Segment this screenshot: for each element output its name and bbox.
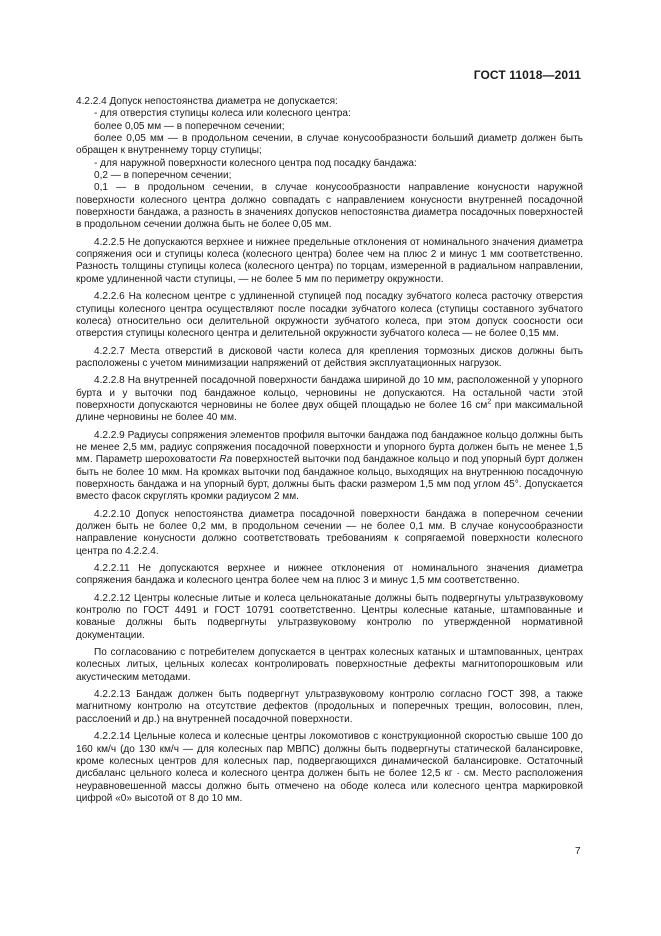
paragraph-4-2-2-8: 4.2.2.8 На внутренней посадочной поверхности бандажа шириной до 10 мм, расположенной у упорного бурта и у выточки под бандажное кольцо, черновины не допускаются. На остальной части этой поверхности допускаются черновины не более двух общей площадью не более 16 $см^2$ при максимальной длине черновины не более 40 мм. bbox=[76, 375, 583, 424]
paragraph-4-2-2-13: 4.2.2.13 Бандаж должен быть подвергнут ультразвуковому контролю согласно ГОСТ 398, а также магнитному контролю на отсутствие дефектов (продольных и поперечных трещин, волосовин, плен, расслоений и др.) на внутренней посадочной поверхности. bbox=[76, 689, 583, 725]
page-number: 7 bbox=[575, 846, 581, 857]
superscript: 2 bbox=[487, 398, 492, 406]
paragraph-4-2-2-10: 4.2.2.10 Допуск непостоянства диаметра посадочной поверхности бандажа в поперечном сечении должен быть не более 0,2 мм, в продольном сечении — не более 0,1 мм. В случае конусообразности направление конусности должно соответствовать требованиям к сопрягаемой поверхности колесного центра по 4.2.2.4. bbox=[76, 508, 583, 557]
paragraph-4-2-2-9: 4.2.2.9 Радиусы сопряжения элементов профиля выточки бандажа под бандажное кольцо должны быть не менее 2,5 мм, радиус сопряжения посадочной поверхности и упорного бурта должен быть не менее 1,5 мм. Параметр шероховатости Ra поверхностей выточки под бандажное кольцо и под упорный бурт должен быть не более 10 мкм. На кромках выточки под бандажное кольцо, выходящих на внутреннюю посадочную поверхность бандажа и на упорный бурт, должны быть фаски размером 1,5 мм под углом 45°. Допускается вместо фасок скруглять кромки радиусом 2 мм. bbox=[76, 429, 583, 503]
list-item: 0,1 — в продольном сечении, в случае конусообразности направление конусности наружной поверхности колесного центра должно совпадать с направлением конусности внутренней посадочной поверхности бандажа, а разность в значениях допусков непостоянства диаметра посадочных поверхностей в продольном сечении должна быть не более 0,05 мм. bbox=[76, 182, 583, 231]
list-item: более 0,05 мм — в поперечном сечении; bbox=[94, 120, 285, 132]
paragraph-agreement: По согласованию с потребителем допускается в центрах колесных катаных и штампованных, центрах колесных литых, цельных колесах контролировать поверхностные дефекты магнитопорошковым или акустическим методами. bbox=[76, 647, 583, 683]
roughness-symbol: Ra bbox=[219, 454, 233, 466]
list-item: 0,2 — в поперечном сечении; bbox=[94, 170, 232, 182]
list-item: - для отверстия ступицы колеса или колесного центра: bbox=[94, 108, 351, 120]
paragraph-4-2-2-11: 4.2.2.11 Не допускаются верхнее и нижнее отклонения от номинального значения диаметра сопряжения бандажа и колесного центра более чем на плюс 3 и минус 1,5 мм соответственно. bbox=[76, 563, 583, 587]
standard-designation: ГОСТ 11018—2011 bbox=[473, 68, 581, 82]
paragraph-4-2-2-5: 4.2.2.5 Не допускаются верхнее и нижнее предельные отклонения от номинального значения диаметра сопряжения оси и ступицы колеса (колесного центра) более чем на плюс 2 и минус 1 мм соответственно. Разность толщины ступицы колеса (колесного центра) по торцам, измеренной в радиальном направлении, кроме удлиненной части ступицы, — не более 5 мм по периметру окружности. bbox=[76, 236, 583, 285]
document-body bbox=[76, 96, 583, 805]
paragraph-4-2-2-7: 4.2.2.7 Места отверстий в дисковой части колеса для крепления тормозных дисков должны быть расположены с учетом минимизации напряжений от действия эксплуатационных нагрузок. bbox=[76, 345, 583, 369]
paragraph-4-2-2-12: 4.2.2.12 Центры колесные литые и колеса цельнокатаные должны быть подвергнуты ультразвуковому контролю по ГОСТ 4491 и ГОСТ 10791 соответственно. Центры колесные катаные, штампованные и кованые должны быть подвергнуты ультразвуковому контролю по утвержденной нормативной документации. bbox=[76, 592, 583, 641]
list-item: более 0,05 мм — в продольном сечении, в случае конусообразности больший диаметр должен быть обращен к внутреннему торцу ступицы; bbox=[76, 133, 583, 157]
paragraph-4-2-2-6: 4.2.2.6 На колесном центре с удлиненной ступицей под посадку зубчатого колеса расточку отверстия ступицы колесного центра осуществляют после посадки зубчатого колеса (ступицы составного зубчатого колеса) относительно оси делительной окружности зубчатого колеса, при этом допуск соосности оси отверстия ступицы колесного центра и делительной окружности зубчатого колеса — не более 0,15 мм. bbox=[76, 291, 583, 340]
paragraph-4-2-2-4: 4.2.2.4 Допуск непостоянства диаметра не допускается: bbox=[76, 96, 338, 107]
list-item: - для наружной поверхности колесного центра под посадку бандажа: bbox=[94, 157, 417, 169]
paragraph-4-2-2-14: 4.2.2.14 Цельные колеса и колесные центры локомотивов с конструкционной скоростью свыше 100 до 160 км/ч (до 130 км/ч — для колесных пар МВПС) должны быть подвергнуты статической балансировке, кроме колесных центров для колесных пар, подвергающихся динамической балансировке. Остаточный дисбаланс цельного колеса и колесного центра должен быть не более 12,5 кг · см. Место расположения неуравновешенной массы должно быть отмечено на ободе колеса или колесного центра маркировкой цифрой «0» высотой от 8 до 10 мм. bbox=[76, 731, 583, 804]
